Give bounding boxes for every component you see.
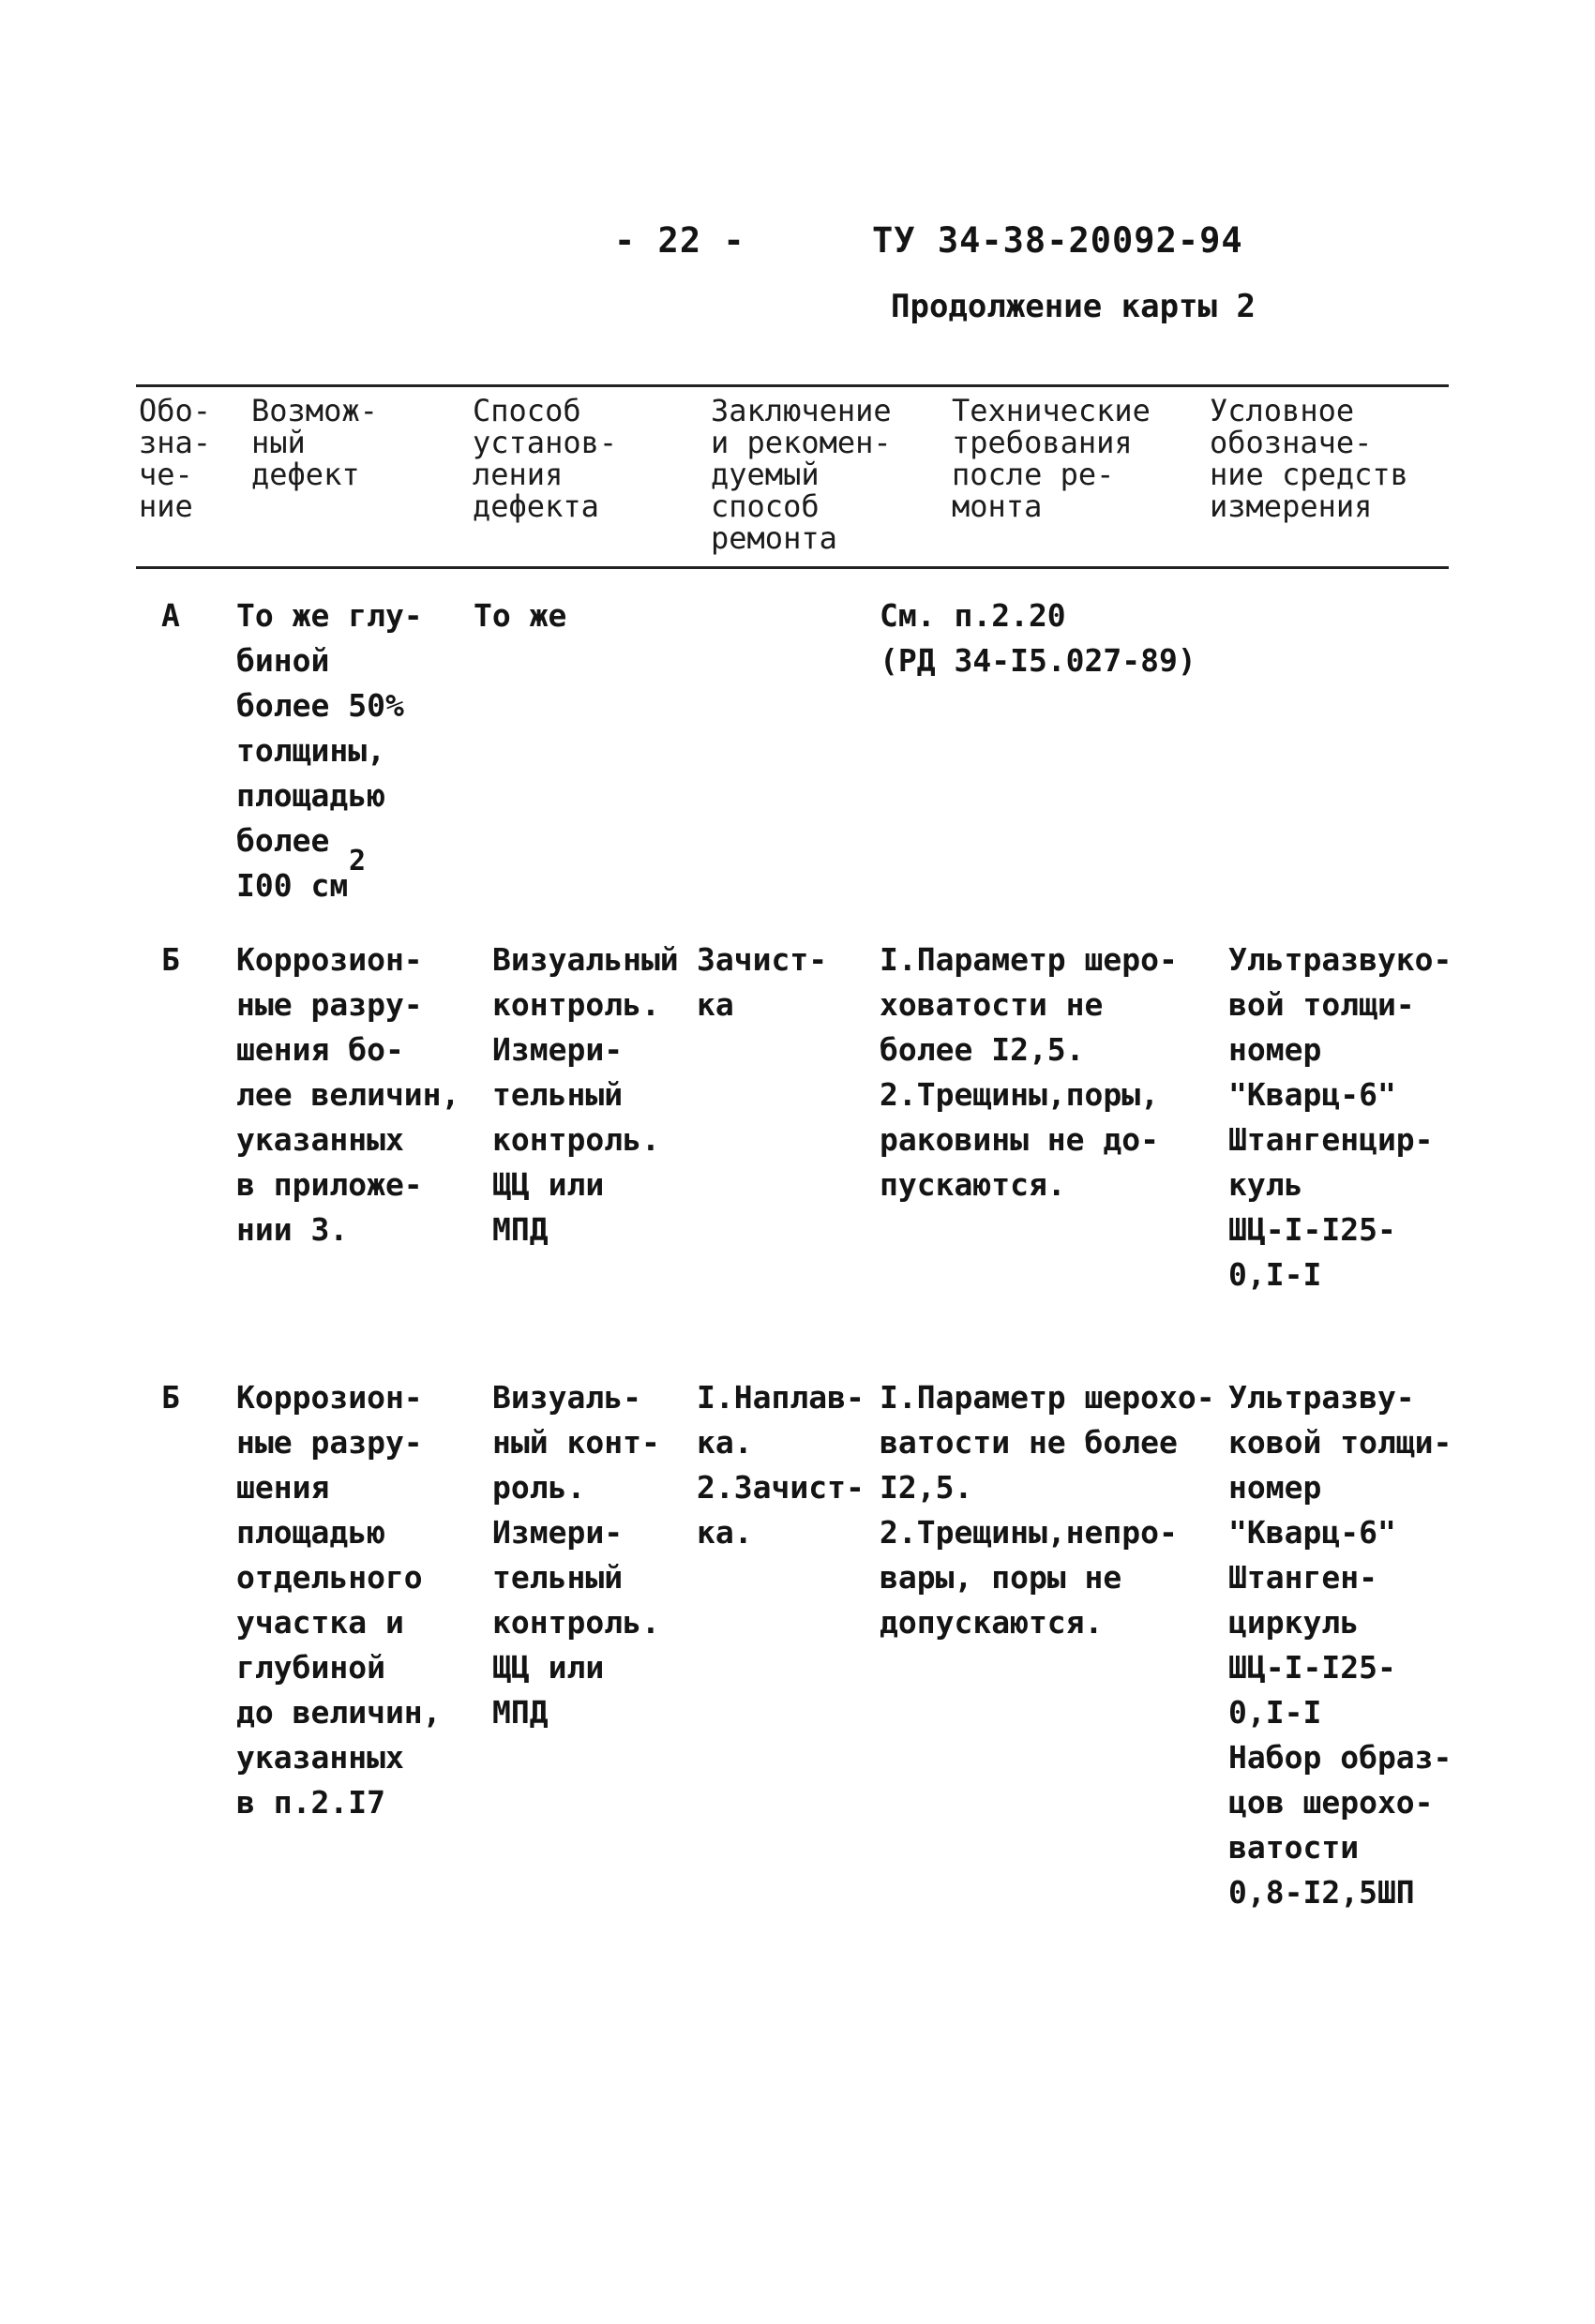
repair-method-cell: Зачист- ка — [697, 941, 828, 1023]
column-header-measuring-tools: Условное обозначе- ние средств измерения — [1210, 393, 1408, 524]
table-header-rule — [136, 566, 1449, 569]
defect-cell: То же глу- биной более 50% толщины, площадью более I00 см — [236, 597, 423, 904]
continuation-title: Продолжение карты 2 — [891, 288, 1256, 325]
column-header-technical-requirements: Технические требования после ре- монта — [952, 393, 1151, 524]
designation-cell: Б — [161, 941, 180, 978]
designation-cell: А — [161, 597, 180, 634]
column-header-repair-method: Заключение и рекомен- дуемый способ ремонта — [711, 393, 892, 556]
repair-method-cell: I.Наплав- ка. 2.Зачист- ка. — [697, 1379, 865, 1551]
detection-method-cell: Визуаль- ный конт- роль. Измери- тельный контроль. ЩЦ или МПД — [492, 1379, 660, 1731]
defect-cell: Коррозион- ные разру- шения площадью отдельного участка и глубиной до величин, указанных в п.2.I7 — [236, 1379, 442, 1821]
column-header-defect: Возмож- ный дефект — [251, 393, 378, 492]
designation-cell: Б — [161, 1379, 180, 1416]
technical-requirements-cell: I.Параметр шерохо- ватости не более I2,5. 2.Трещины,непро- вары, поры не допускаются. — [880, 1379, 1215, 1641]
technical-requirements-cell: I.Параметр шеро- ховатости не более I2,5. 2.Трещины,поры, раковины не до- пускаются. — [880, 941, 1178, 1203]
page-number: - 22 - — [614, 220, 745, 261]
measuring-tools-cell: Ультразвуко- вой толщи- номер "Кварц-6" Штангенцир- куль ШЦ-I-I25- 0,I-I — [1228, 941, 1452, 1293]
table-top-rule — [136, 384, 1449, 387]
column-header-detection-method: Способ установ- ления дефекта — [473, 393, 618, 524]
defect-area-superscript: 2 — [349, 845, 367, 877]
document-code: ТУ 34-38-20092-94 — [872, 220, 1243, 261]
technical-requirements-cell: См. п.2.20 (РД 34-I5.027-89) — [880, 597, 1196, 679]
column-header-designation: Обо- зна- че- ние — [139, 393, 212, 524]
detection-method-cell: Визуальный контроль. Измери- тельный контроль. ЩЦ или МПД — [492, 941, 679, 1248]
measuring-tools-cell: Ультразву- ковой толщи- номер "Кварц-6" Штанген- циркуль ШЦ-I-I25- 0,I-I Набор образ- цов шерохо- ватости 0,8-I2,5ШП — [1228, 1379, 1452, 1911]
defect-cell: Коррозион- ные разру- шения бо- лее величин, указанных в приложе- нии 3. — [236, 941, 460, 1248]
detection-method-cell: То же — [474, 597, 567, 634]
